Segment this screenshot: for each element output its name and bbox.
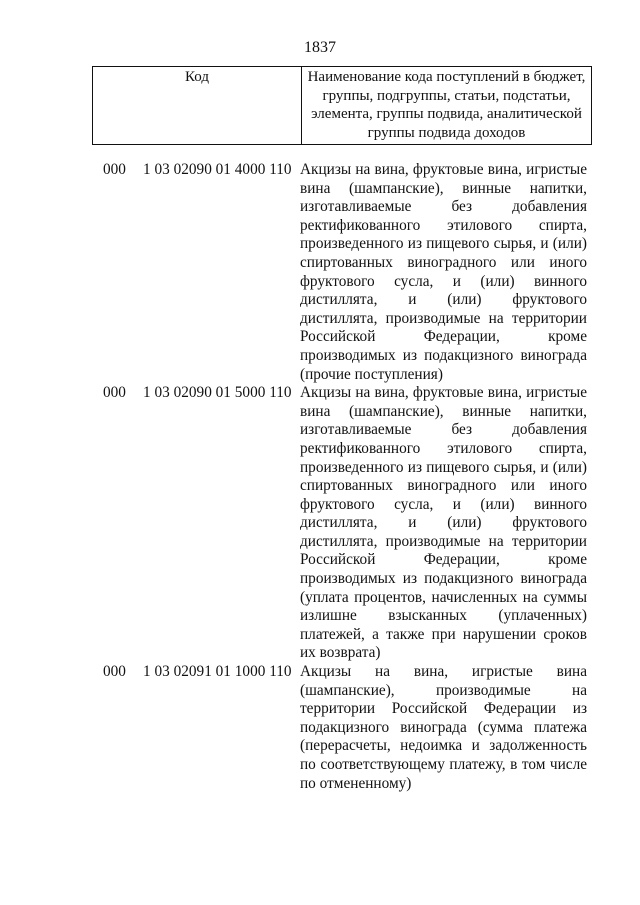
code-column-header: Код	[93, 67, 302, 145]
table-row	[0, 663, 640, 793]
income-code-list	[0, 161, 640, 793]
table-row	[0, 161, 640, 384]
budget-code: 1 03 02090 01 4000 110	[143, 161, 292, 178]
income-description: Акцизы на вина, фруктовые вина, игристые вина (шампанские), винные напитки, изготавливаемые без добавления ректификованного этилового спирта, произведенного из пищевого сырья, и (или) спиртованных виноградного или иного фруктового сусла, и (или) винного дистиллята, и (или) фруктового дистиллята, производимые на территории Российской Федерации, кроме производимых из подакцизного винограда (прочие поступления)	[300, 161, 587, 383]
budget-code: 1 03 02090 01 5000 110	[143, 384, 292, 402]
page-number: 1837	[304, 39, 336, 56]
budget-code: 1 03 02091 01 1000 110	[143, 663, 292, 681]
name-column-header: Наименование кода поступлений в бюджет, группы, подгруппы, статьи, подстатьи, элемента, группы подвида, аналитической группы подвида доходов	[302, 67, 592, 145]
table-header-row	[93, 67, 592, 145]
income-description: Акцизы на вина, фруктовые вина, игристые вина (шампанские), винные напитки, изготавливаемые без добавления ректификованного этилового спирта, произведенного из пищевого сырья, и (или) спиртованных виноградного или иного фруктового сусла, и (или) винного дистиллята, и (или) фруктового дистиллята, производимые на территории Российской Федерации, кроме производимых из подакцизного винограда (уплата процентов, начисленных на суммы излишне взысканных (уплаченных) платежей, а также при нарушении сроков их возврата)	[300, 384, 587, 662]
admin-code: 000	[103, 161, 126, 178]
table-row	[0, 384, 640, 663]
admin-code: 000	[103, 384, 126, 402]
table-header	[92, 66, 592, 145]
admin-code: 000	[103, 663, 126, 681]
income-description: Акцизы на вина, игристые вина (шампанские), производимые на территории Российской Федерации из подакцизного винограда (сумма платежа (перерасчеты, недоимка и задолженность по соответствующему платежу, в том числе по отмененному)	[300, 663, 587, 792]
